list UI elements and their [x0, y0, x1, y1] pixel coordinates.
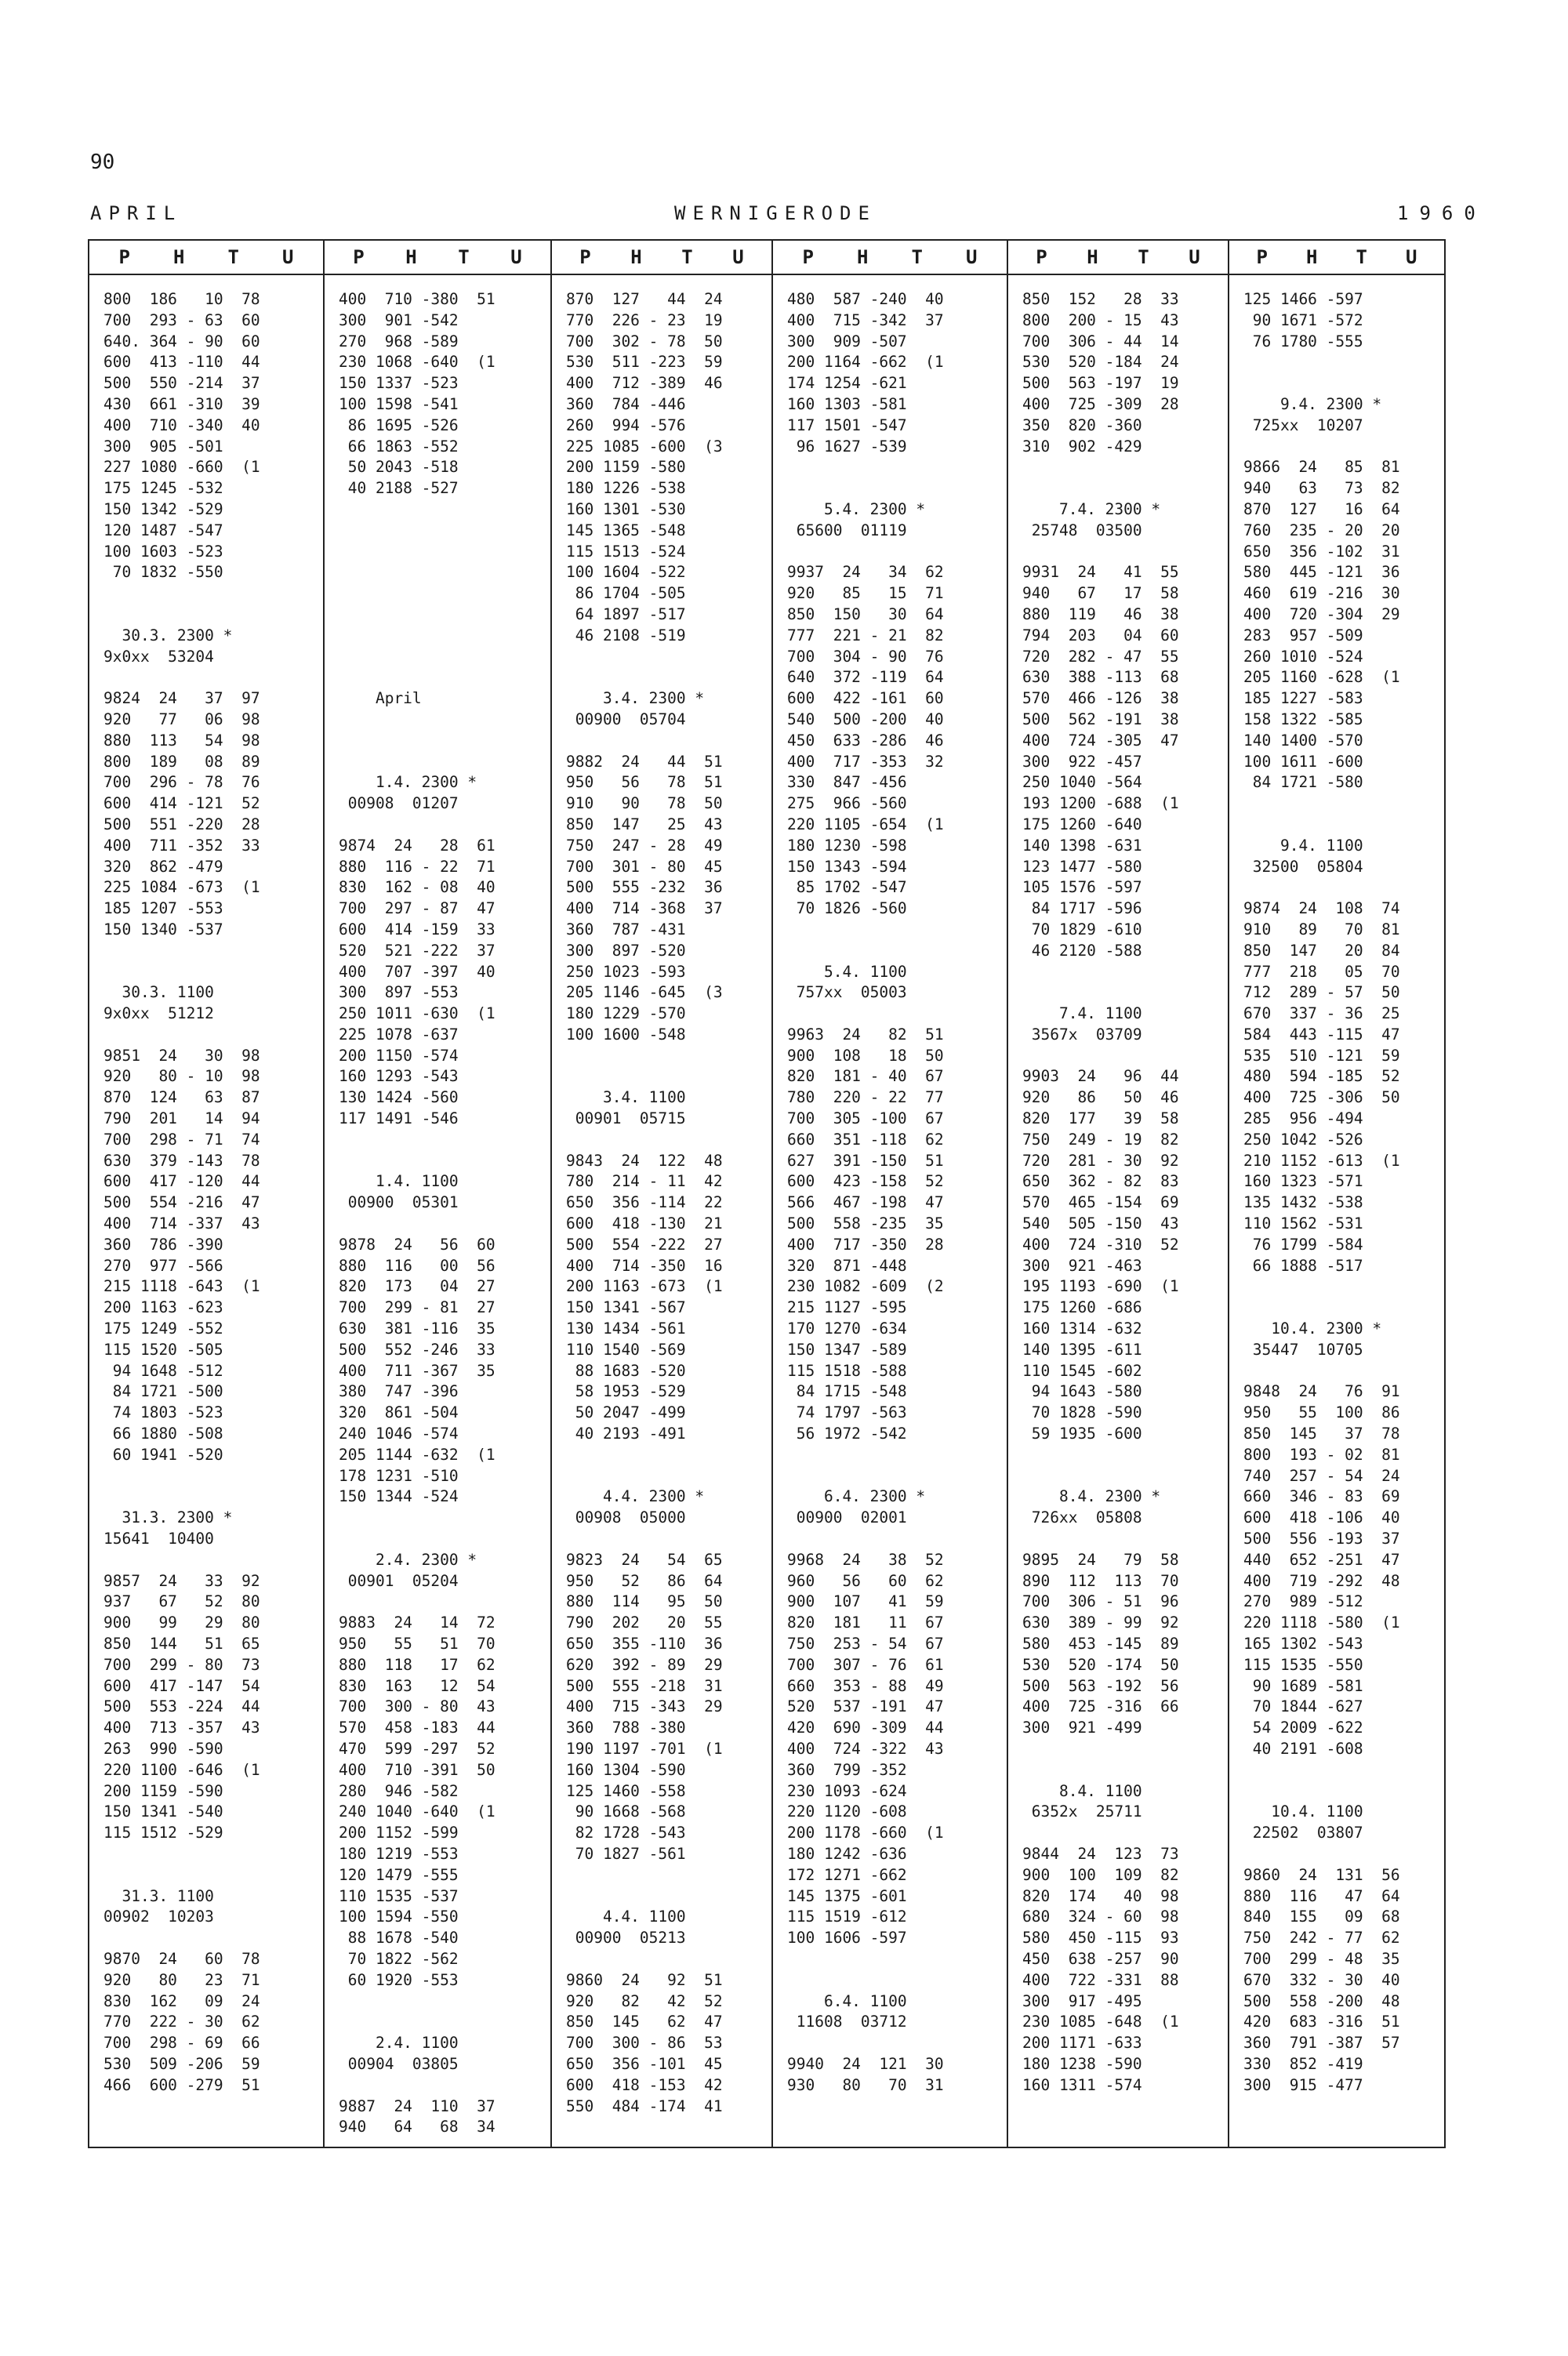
column-3-header [552, 241, 771, 275]
col-label-t: T [458, 246, 470, 268]
column-5-data: 850 152 28 33 800 200 - 15 43 700 306 - 44 14 530 520 -184 24 500 563 -197 19 400 725 -309 28 350 820 -360 310 902 -429 7.4. 2300 * 25748 03500 9931 24 41 55 940 67 17 58 880 119 46 38 794 203 04 60 720 282 - 47 55 630 388 -113 68 570 466 -126 38 500 562 -191 38 400 724 -305 47 300 922 -457 250 1040 -564 193 1200 -688 (1 175 1260 -640 140 1398 -631 123 1477 -580 105 1576 -597 84 1717 -596 70 1829 -610 46 2120 -588 7.4. 1100 3567x 03709 9903 24 96 44 920 86 50 46 820 177 39 58 750 249 - 19 82 720 281 - 30 92 650 362 - 82 83 570 465 -154 69 540 505 -150 43 400 724 -310 52 300 921 -463 195 1193 -690 (1 175 1260 -686 160 1314 -632 140 1395 -611 110 1545 -602 94 1643 -580 70 1828 -590 59 1935 -600 8.4. 2300 * 726xx 05808 9895 24 79 58 890 112 113 70 700 306 - 51 96 630 389 - 99 92 580 453 -145 89 530 520 -174 50 500 563 -192 56 400 725 -316 66 300 921 -499 8.4. 1100 6352x 25711 9844 24 123 73 900 100 109 82 820 174 40 98 680 324 - 60 98 580 450 -115 93 450 638 -257 90 400 722 -331 88 300 917 -495 230 1085 -648 (1 200 1171 -633 180 1238 -590 160 1311 -574 [1022, 290, 1179, 2094]
col-label-t: T [1356, 246, 1367, 268]
column-1 [89, 241, 323, 2147]
page-number: 90 [90, 151, 115, 174]
col-label-p: P [353, 246, 365, 268]
column-5-header [1008, 241, 1228, 275]
col-label-p: P [118, 246, 130, 268]
col-label-p: P [579, 246, 591, 268]
col-label-t: T [911, 246, 923, 268]
column-1-header [89, 241, 323, 275]
col-label-u: U [1406, 246, 1417, 268]
col-label-h: H [1087, 246, 1098, 268]
col-label-u: U [966, 246, 978, 268]
month-header: APRIL [90, 202, 183, 224]
column-6-header [1229, 241, 1444, 275]
column-2-header [325, 241, 550, 275]
sounding-table [88, 239, 1446, 2148]
col-label-u: U [282, 246, 294, 268]
column-4 [771, 241, 1007, 2147]
column-2-data: 400 710 -380 51 300 901 -542 270 968 -589 230 1068 -640 (1 150 1337 -523 100 1598 -541 86 1695 -526 66 1863 -552 50 2043 -518 40 2188 -527 April 1.4. 2300 * 00908 01207 9874 24 28 61 880 116 - 22 71 830 162 - 08 40 700 297 - 87 47 600 414 -159 33 520 521 -222 37 400 707 -397 40 300 897 -553 250 1011 -630 (1 225 1078 -637 200 1150 -574 160 1293 -543 130 1424 -560 117 1491 -546 1.4. 1100 00900 05301 9878 24 56 60 880 116 00 56 820 173 04 27 700 299 - 81 27 630 381 -116 35 500 552 -246 33 400 711 -367 35 380 747 -396 320 861 -504 240 1046 -574 205 1144 -632 (1 178 1231 -510 150 1344 -524 2.4. 2300 * 00901 05204 9883 24 14 72 950 55 51 70 880 118 17 62 830 163 12 54 700 300 - 80 43 570 458 -183 44 470 599 -297 52 400 710 -391 50 280 946 -582 240 1040 -640 (1 200 1152 -599 180 1219 -553 120 1479 -555 110 1535 -537 100 1594 -550 88 1678 -540 70 1822 -562 60 1920 -553 2.4. 1100 00904 03805 9887 24 110 37 940 64 68 34 [339, 290, 495, 2136]
column-6 [1228, 241, 1444, 2147]
col-label-h: H [857, 246, 869, 268]
column-3 [550, 241, 771, 2147]
col-label-u: U [510, 246, 522, 268]
col-label-h: H [630, 246, 642, 268]
year-header: 1960 [1397, 202, 1486, 224]
column-5 [1007, 241, 1228, 2147]
col-label-t: T [681, 246, 693, 268]
col-label-u: U [1189, 246, 1200, 268]
column-4-header [773, 241, 1007, 275]
col-label-t: T [227, 246, 239, 268]
col-label-h: H [405, 246, 417, 268]
col-label-u: U [732, 246, 744, 268]
col-label-p: P [1256, 246, 1268, 268]
col-label-t: T [1138, 246, 1149, 268]
col-label-p: P [802, 246, 814, 268]
station-header: WERNIGERODE [674, 202, 877, 224]
column-4-data: 480 587 -240 40 400 715 -342 37 300 909 -507 200 1164 -662 (1 174 1254 -621 160 1303 -581 117 1501 -547 96 1627 -539 5.4. 2300 * 65600 01119 9937 24 34 62 920 85 15 71 850 150 30 64 777 221 - 21 82 700 304 - 90 76 640 372 -119 64 600 422 -161 60 540 500 -200 40 450 633 -286 46 400 717 -353 32 330 847 -456 275 966 -560 220 1105 -654 (1 180 1230 -598 150 1343 -594 85 1702 -547 70 1826 -560 5.4. 1100 757xx 05003 9963 24 82 51 900 108 18 50 820 181 - 40 67 780 220 - 22 77 700 305 -100 67 660 351 -118 62 627 391 -150 51 600 423 -158 52 566 467 -198 47 500 558 -235 35 400 717 -350 28 320 871 -448 230 1082 -609 (2 215 1127 -595 170 1270 -634 150 1347 -589 115 1518 -588 84 1715 -548 74 1797 -563 56 1972 -542 6.4. 2300 * 00900 02001 9968 24 38 52 960 56 60 62 900 107 41 59 820 181 11 67 750 253 - 54 67 700 307 - 76 61 660 353 - 88 49 520 537 -191 47 420 690 -309 44 400 724 -322 43 360 799 -352 230 1093 -624 220 1120 -608 200 1178 -660 (1 180 1242 -636 172 1271 -662 145 1375 -601 115 1519 -612 100 1606 -597 6.4. 1100 11608 03712 9940 24 121 30 930 80 70 31 [787, 290, 944, 2094]
col-label-h: H [173, 246, 185, 268]
column-6-data: 125 1466 -597 90 1671 -572 76 1780 -555 9.4. 2300 * 725xx 10207 9866 24 85 81 940 63 73 82 870 127 16 64 760 235 - 20 20 650 356 -102 31 580 445 -121 36 460 619 -216 30 400 720 -304 29 283 957 -509 260 1010 -524 205 1160 -628 (1 185 1227 -583 158 1322 -585 140 1400 -570 100 1611 -600 84 1721 -580 9.4. 1100 32500 05804 9874 24 108 74 910 89 70 81 850 147 20 84 777 218 05 70 712 289 - 57 50 670 337 - 36 25 584 443 -115 47 535 510 -121 59 480 594 -185 52 400 725 -306 50 285 956 -494 250 1042 -526 210 1152 -613 (1 160 1323 -571 135 1432 -538 110 1562 -531 76 1799 -584 66 1888 -517 10.4. 2300 * 35447 10705 9848 24 76 91 950 55 100 86 850 145 37 78 800 193 - 02 81 740 257 - 54 24 660 346 - 83 69 600 418 -106 40 500 556 -193 37 440 652 -251 47 400 719 -292 48 270 989 -512 220 1118 -580 (1 165 1302 -543 115 1535 -550 90 1689 -581 70 1844 -627 54 2009 -622 40 2191 -608 10.4. 1100 22502 03807 9860 24 131 56 880 116 47 64 840 155 09 68 750 242 - 77 62 700 299 - 48 35 670 332 - 30 40 500 558 -200 48 420 683 -316 51 360 791 -387 57 330 852 -419 300 915 -477 [1243, 290, 1400, 2094]
column-3-data: 870 127 44 24 770 226 - 23 19 700 302 - 78 50 530 511 -223 59 400 712 -389 46 360 784 -446 260 994 -576 225 1085 -600 (3 200 1159 -580 180 1226 -538 160 1301 -530 145 1365 -548 115 1513 -524 100 1604 -522 86 1704 -505 64 1897 -517 46 2108 -519 3.4. 2300 * 00900 05704 9882 24 44 51 950 56 78 51 910 90 78 50 850 147 25 43 750 247 - 28 49 700 301 - 80 45 500 555 -232 36 400 714 -368 37 360 787 -431 300 897 -520 250 1023 -593 205 1146 -645 (3 180 1229 -570 100 1600 -548 3.4. 1100 00901 05715 9843 24 122 48 780 214 - 11 42 650 356 -114 22 600 418 -130 21 500 554 -222 27 400 714 -350 16 200 1163 -673 (1 150 1341 -567 130 1434 -561 110 1540 -569 88 1683 -520 58 1953 -529 50 2047 -499 40 2193 -491 4.4. 2300 * 00908 05000 9823 24 54 65 950 52 86 64 880 114 95 50 790 202 20 55 650 355 -110 36 620 392 - 89 29 500 555 -218 31 400 715 -343 29 360 788 -380 190 1197 -701 (1 160 1304 -590 125 1460 -558 90 1668 -568 82 1728 -543 70 1827 -561 4.4. 1100 00900 05213 9860 24 92 51 920 82 42 52 850 145 62 47 700 300 - 86 53 650 356 -101 45 600 418 -153 42 550 484 -174 41 [566, 290, 723, 2115]
col-label-p: P [1036, 246, 1047, 268]
column-2 [323, 241, 550, 2147]
col-label-h: H [1306, 246, 1318, 268]
column-1-data: 800 186 10 78 700 293 - 63 60 640. 364 - 90 60 600 413 -110 44 500 550 -214 37 430 661 -310 39 400 710 -340 40 300 905 -501 227 1080 -660 (1 175 1245 -532 150 1342 -529 120 1487 -547 100 1603 -523 70 1832 -550 30.3. 2300 * 9x0xx 53204 9824 24 37 97 920 77 06 98 880 113 54 98 800 189 08 89 700 296 - 78 76 600 414 -121 52 500 551 -220 28 400 711 -352 33 320 862 -479 225 1084 -673 (1 185 1207 -553 150 1340 -537 30.3. 1100 9x0xx 51212 9851 24 30 98 920 80 - 10 98 870 124 63 87 790 201 14 94 700 298 - 71 74 630 379 -143 78 600 417 -120 44 500 554 -216 47 400 714 -337 43 360 786 -390 270 977 -566 215 1118 -643 (1 200 1163 -623 175 1249 -552 115 1520 -505 94 1648 -512 84 1721 -500 74 1803 -523 66 1880 -508 60 1941 -520 31.3. 2300 * 15641 10400 9857 24 33 92 937 67 52 80 900 99 29 80 850 144 51 65 700 299 - 80 73 600 417 -147 54 500 553 -224 44 400 713 -357 43 263 990 -590 220 1100 -646 (1 200 1159 -590 150 1341 -540 115 1512 -529 31.3. 1100 00902 10203 9870 24 60 78 920 80 23 71 830 162 09 24 770 222 - 30 62 700 298 - 69 66 530 509 -206 59 466 600 -279 51 [103, 290, 260, 2094]
